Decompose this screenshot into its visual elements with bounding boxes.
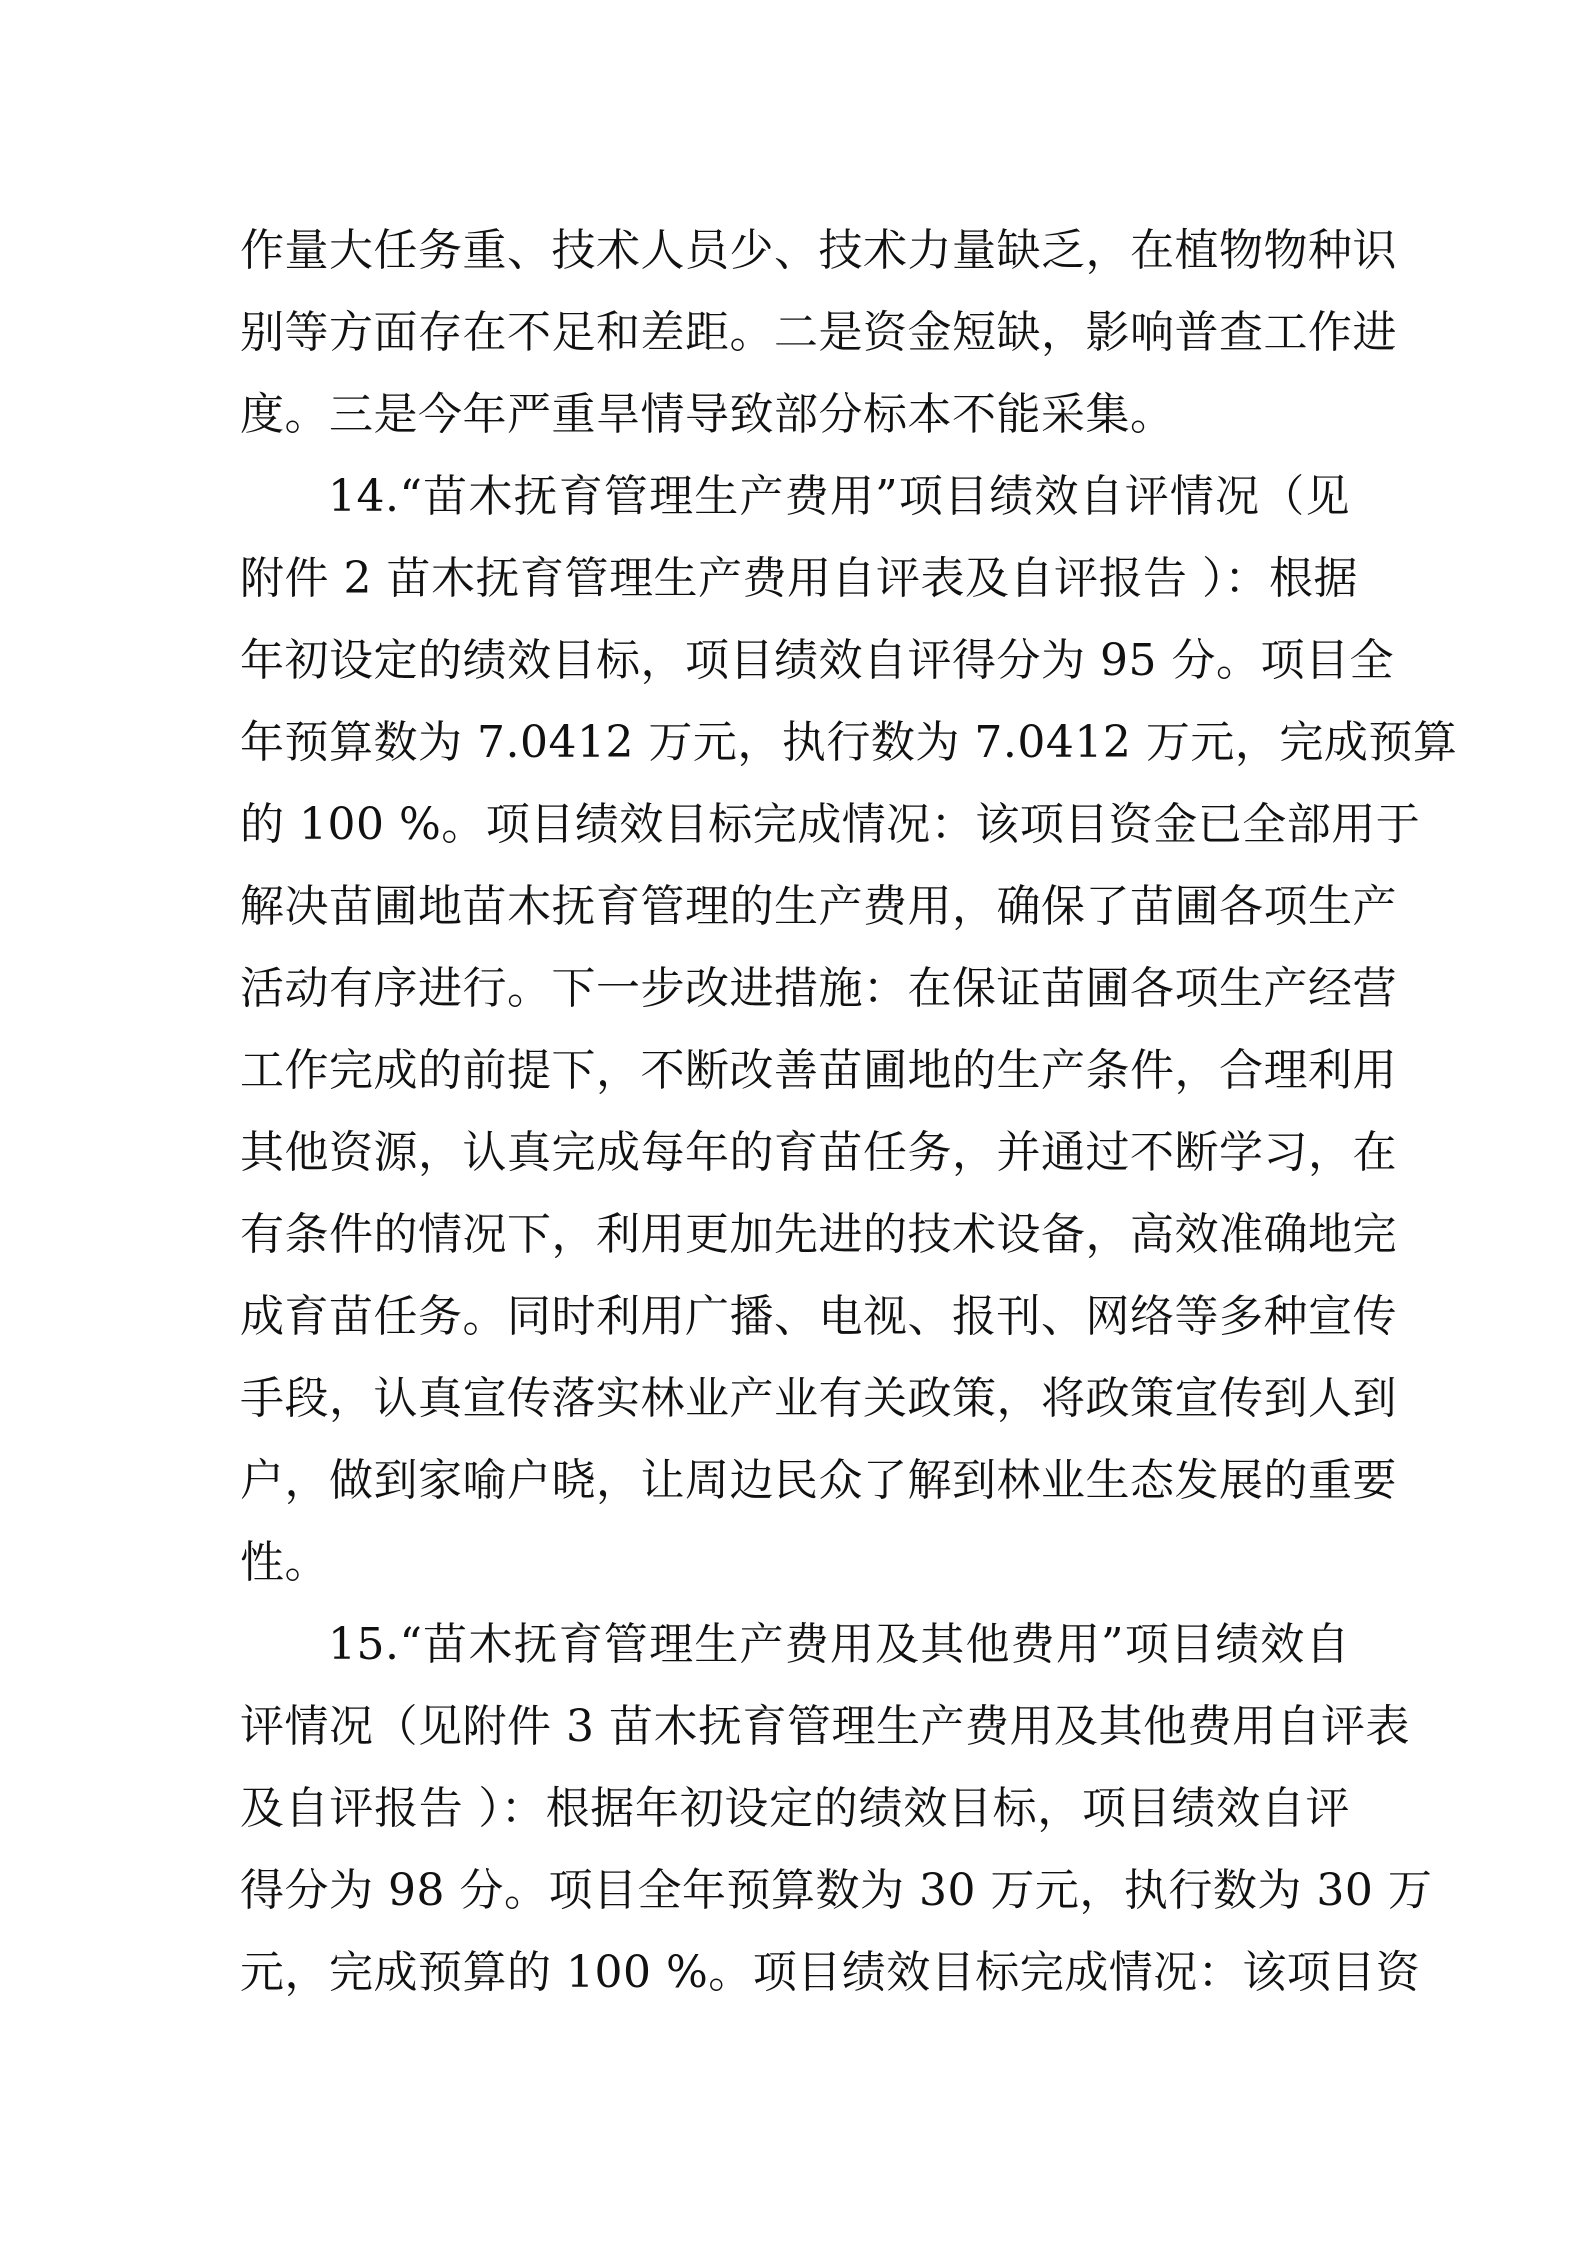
text-line: 元，完成预算的 100 %。项目绩效目标完成情况：该项目资 — [240, 1947, 1421, 1998]
text-line: 其他资源，认真完成每年的育苗任务，并通过不断学习，在 — [240, 1127, 1397, 1178]
text-line: 解决苗圃地苗木抚育管理的生产费用，确保了苗圃各项生产 — [240, 881, 1397, 932]
text-line: 度。三是今年严重旱情导致部分标本不能采集。 — [240, 389, 1175, 440]
text-line: 的 100 %。项目绩效目标完成情况：该项目资金已全部用于 — [240, 799, 1421, 850]
text-line: 附件 2 苗木抚育管理生产费用自评表及自评报告 ）：根据 — [240, 553, 1358, 604]
text-line: 得分为 98 分。项目全年预算数为 30 万元，执行数为 30 万 — [240, 1865, 1433, 1916]
text-line: 15.“苗木抚育管理生产费用及其他费用”项目绩效自 — [328, 1619, 1350, 1670]
text-line: 性。 — [240, 1537, 329, 1588]
text-line: 户，做到家喻户晓，让周边民众了解到林业生态发展的重要 — [240, 1455, 1397, 1506]
body-text — [240, 210, 1458, 2014]
text-line: 成育苗任务。同时利用广播、电视、报刊、网络等多种宣传 — [240, 1291, 1397, 1342]
text-line: 别等方面存在不足和差距。二是资金短缺，影响普查工作进 — [240, 307, 1397, 358]
text-line: 工作完成的前提下，不断改善苗圃地的生产条件，合理利用 — [240, 1045, 1397, 1096]
text-line: 评情况（见附件 3 苗木抚育管理生产费用及其他费用自评表 — [240, 1701, 1410, 1752]
text-line: 年初设定的绩效目标，项目绩效自评得分为 95 分。项目全 — [240, 635, 1394, 686]
text-line: 及自评报告 ）：根据年初设定的绩效目标，项目绩效自评 — [240, 1783, 1350, 1834]
text-line: 年预算数为 7.0412 万元，执行数为 7.0412 万元，完成预算 — [240, 717, 1458, 768]
text-line: 手段，认真宣传落实林业产业有关政策，将政策宣传到人到 — [240, 1373, 1397, 1424]
text-line: 有条件的情况下，利用更加先进的技术设备，高效准确地完 — [240, 1209, 1397, 1260]
text-line: 活动有序进行。下一步改进措施：在保证苗圃各项生产经营 — [240, 963, 1397, 1014]
text-line: 14.“苗木抚育管理生产费用”项目绩效自评情况（见 — [328, 471, 1350, 522]
text-line: 作量大任务重、技术人员少、技术力量缺乏，在植物物种识 — [240, 225, 1397, 276]
